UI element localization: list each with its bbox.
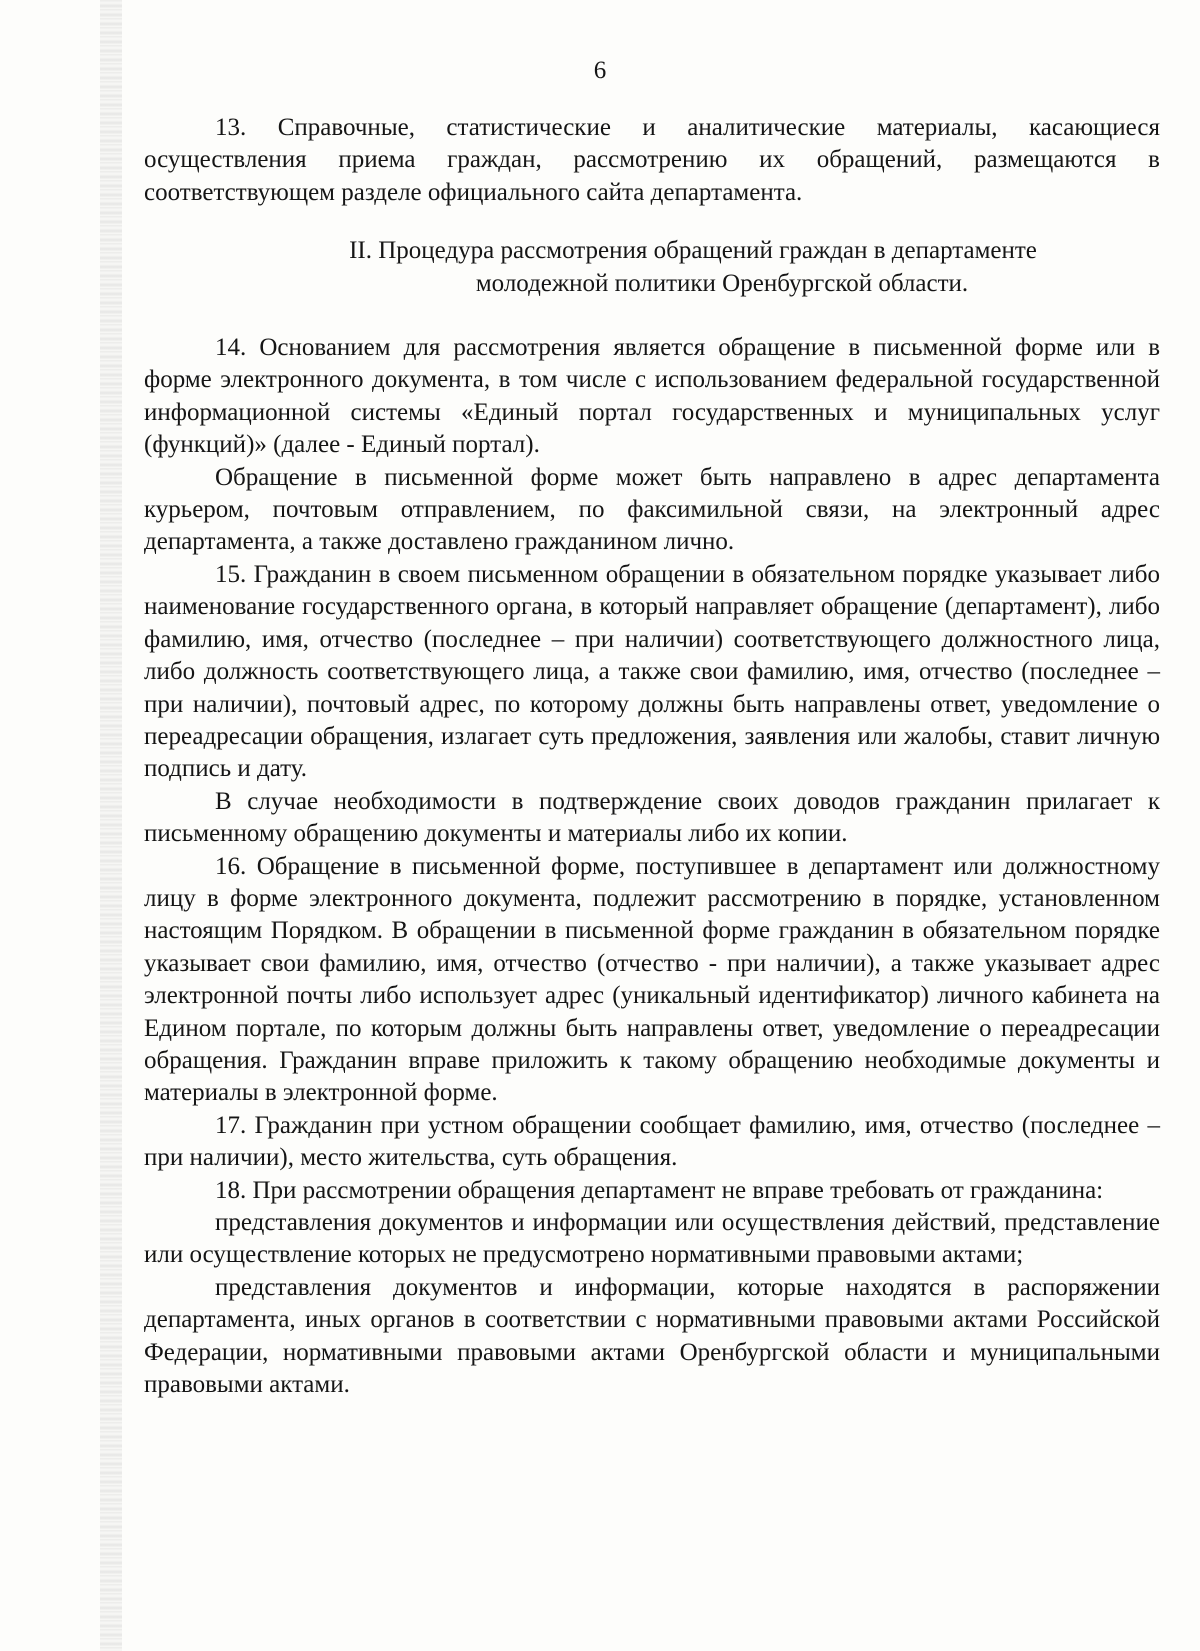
section-heading-line1: II. Процедура рассмотрения обращений граждан в департаменте (349, 237, 1037, 265)
paragraph-14: 14. Основанием для рассмотрения является обращение в письменной форме или в форме электронного документа, в том числе с использованием федеральной государственной информационной системы «Единый портал государственных и муниципальных услуг (функций)» (далее - Единый портал). (144, 334, 1160, 459)
document-body (144, 112, 1160, 1401)
paragraph-13: 13. Справочные, статистические и аналитические материалы, касающиеся осуществления приема граждан, рассмотрению их обращений, размещаются в соответствующем разделе официального сайта департамента. (144, 114, 1160, 206)
paragraph-18-item-2: представления документов и информации, которые находятся в распоряжении департамента, иных органов в соответствии с нормативными правовыми актами Российской Федерации, нормативными правовыми актами Оренбургской области и муниципальными правовыми актами. (144, 1273, 1160, 1399)
paragraph-15-attachments: В случае необходимости в подтверждение своих доводов гражданин прилагает к письменному обращению документы и материалы либо их копии. (144, 787, 1160, 848)
paragraph-16: 16. Обращение в письменной форме, поступившее в департамент или должностному лицу в форме электронного документа, подлежит рассмотрению в порядке, установленном настоящим Порядком. В обращении в письменной форме гражданин в обязательном порядке указывает свои фамилию, имя, отчество (отчество - при наличии), а также указывает адрес электронной почты либо использует адрес (уникальный идентификатор) личного кабинета на Едином портале, по которым должны быть направлены ответ, уведомление о переадресации обращения. Гражданин вправе приложить к такому обращению необходимые документы и материалы в электронной форме. (144, 852, 1160, 1107)
section-heading-line2: молодежной политики Оренбургской области. (475, 269, 969, 297)
paragraph-18: 18. При рассмотрении обращения департамент не вправе требовать от гражданина: (215, 1176, 1104, 1204)
section-heading (144, 235, 1160, 300)
page-number: 6 (593, 57, 607, 84)
paragraph-17: 17. Гражданин при устном обращении сообщает фамилию, имя, отчество (последнее – при наличии), место жительства, суть обращения. (144, 1111, 1160, 1172)
paragraph-15: 15. Гражданин в своем письменном обращении в обязательном порядке указывает либо наименование государственного органа, в который направляет обращение (департамент), либо фамилию, имя, отчество (последнее – при наличии) соответствующего должностного лица, либо должность соответствующего лица, а также свои фамилию, имя, отчество (последнее – при наличии), почтовый адрес, по которому должны быть направлены ответ, уведомление о переадресации обращения, излагает суть предложения, заявления или жалобы, ставит личную подпись и дату. (144, 560, 1160, 783)
paragraph-18-item-1: представления документов и информации или осуществления действий, представление или осуществление которых не предусмотрено нормативными правовыми актами; (144, 1209, 1160, 1269)
paragraph-14-written-form: Обращение в письменной форме может быть направлено в адрес департамента курьером, почтовым отправлением, по факсимильной связи, на электронный адрес департамента, а также доставлено гражданином лично. (144, 463, 1160, 556)
scan-binding-edge (100, 0, 122, 1651)
